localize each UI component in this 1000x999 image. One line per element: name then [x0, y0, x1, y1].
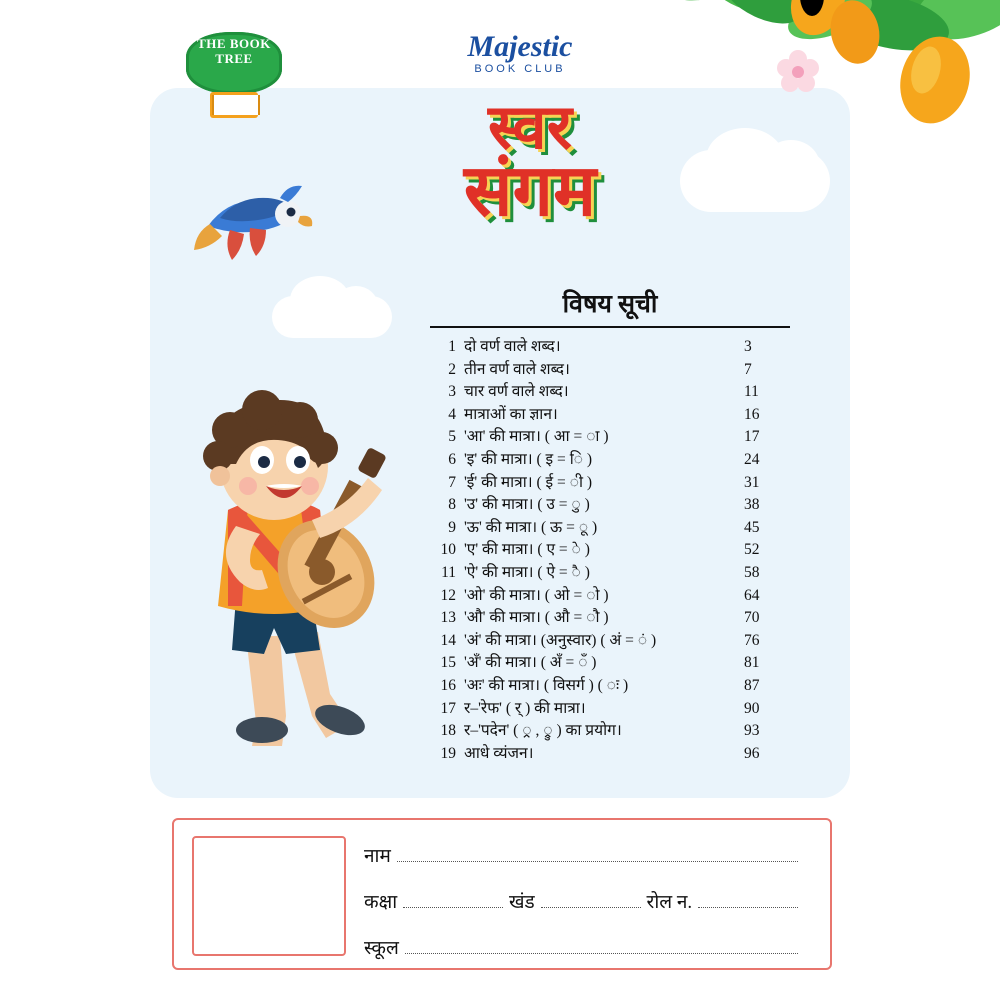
toc-row-number: 8 — [448, 496, 456, 514]
toc-row-page: 58 — [744, 563, 760, 581]
toc-row-number: 3 — [448, 383, 456, 401]
toc-row-page: 81 — [744, 654, 760, 672]
toc-row[interactable] — [430, 607, 790, 630]
boy-with-guitar-illustration — [150, 390, 410, 780]
toc-row-label: मात्राओं का ज्ञान। — [464, 405, 558, 423]
school-input-line[interactable] — [405, 938, 798, 954]
contents-divider — [430, 326, 790, 328]
toc-row-label: आधे व्यंजन। — [464, 744, 534, 762]
name-input-line[interactable] — [397, 846, 798, 862]
toc-row-label: र–'रेफ' ( र् ) की मात्रा। — [464, 699, 586, 717]
photo-placeholder-box[interactable] — [192, 836, 346, 956]
toc-row-number: 13 — [440, 609, 456, 627]
toc-row-label: 'ए' की मात्रा। ( ए = े ) — [464, 541, 590, 559]
toc-row-page: 87 — [744, 676, 760, 694]
toc-row-page: 70 — [744, 609, 760, 627]
table-of-contents — [430, 286, 790, 765]
class-section-roll-row[interactable] — [364, 888, 804, 914]
toc-row-page: 93 — [744, 722, 760, 740]
toc-row[interactable] — [430, 585, 790, 608]
open-book-icon — [210, 92, 258, 118]
toc-row-label: 'ओ' की मात्रा। ( ओ = ो ) — [464, 586, 609, 604]
majestic-brand-logo — [420, 32, 620, 75]
toc-row-label: 'अः' की मात्रा। ( विसर्ग ) ( ः ) — [464, 676, 629, 694]
toc-row-page: 3 — [744, 338, 752, 355]
toc-row-page: 16 — [744, 405, 760, 423]
toc-row[interactable] — [430, 404, 790, 427]
title-line-2: संगम — [463, 151, 597, 231]
toc-row[interactable] — [430, 449, 790, 472]
toc-row-label: 'औ' की मात्रा। ( औ = ौ ) — [464, 609, 609, 627]
toc-row[interactable] — [430, 743, 790, 766]
toc-row-page: 90 — [744, 699, 760, 717]
toc-row[interactable] — [430, 652, 790, 675]
toc-row-number: 4 — [448, 405, 456, 423]
toc-row-number: 17 — [440, 699, 456, 717]
toc-row-label: 'इ' की मात्रा। ( इ = ि ) — [464, 450, 593, 468]
toc-row[interactable] — [430, 562, 790, 585]
toc-row[interactable] — [430, 517, 790, 540]
toc-row-label: 'ऊ' की मात्रा। ( ऊ = ू ) — [464, 518, 598, 536]
class-input-line[interactable] — [403, 892, 503, 908]
toc-row-number: 2 — [448, 360, 456, 378]
school-field-row[interactable] — [364, 934, 804, 960]
toc-row-number: 14 — [440, 631, 456, 649]
book-title — [380, 93, 680, 231]
section-input-line[interactable] — [541, 892, 641, 908]
cloud-shape — [334, 286, 378, 326]
owner-details-box — [172, 818, 832, 970]
toc-row[interactable] — [430, 494, 790, 517]
parrot-illustration — [190, 168, 315, 268]
toc-row-label: चार वर्ण वाले शब्द। — [464, 383, 569, 401]
toc-row-page: 64 — [744, 586, 760, 604]
toc-row-number: 5 — [448, 428, 456, 446]
toc-row-number: 10 — [440, 541, 456, 559]
toc-row-page: 24 — [744, 450, 760, 468]
toc-row-page: 31 — [744, 473, 760, 491]
brand-subtitle: BOOK CLUB — [474, 63, 566, 75]
toc-row-page: 11 — [744, 383, 759, 401]
toc-row-number: 15 — [440, 654, 456, 672]
toc-row-number: 6 — [448, 450, 456, 468]
toc-row-number: 16 — [440, 676, 456, 694]
toc-row-page: 76 — [744, 631, 760, 649]
toc-row-number: 11 — [441, 563, 456, 581]
toc-row-label: 'उ' की मात्रा। ( उ = ु ) — [464, 496, 590, 514]
toc-row-number: 1 — [448, 338, 456, 355]
toc-row[interactable] — [430, 359, 790, 382]
toc-row-label: 'आ' की मात्रा। ( आ = ा ) — [464, 428, 609, 446]
toc-row-page: 52 — [744, 541, 760, 559]
name-field-row[interactable] — [364, 842, 804, 868]
roll-input-line[interactable] — [698, 892, 798, 908]
toc-row-number: 9 — [448, 518, 456, 536]
toc-row-number: 12 — [440, 586, 456, 604]
toc-row[interactable] — [430, 720, 790, 743]
toc-row-number: 19 — [440, 744, 456, 762]
toc-row[interactable] — [430, 630, 790, 653]
toc-row[interactable] — [430, 336, 790, 359]
toc-row-label: र–'पदेन' ( ्र , ्रु ) का प्रयोग। — [464, 722, 622, 740]
toc-row-label: 'अँ' की मात्रा। ( अँ = ँ ) — [464, 654, 597, 672]
roll-label: रोल न. — [646, 892, 693, 913]
toc-row[interactable] — [430, 539, 790, 562]
logo-badge-text: THE BOOK TREE — [197, 36, 271, 66]
toc-row-page: 38 — [744, 496, 760, 514]
cloud-shape — [762, 140, 820, 192]
class-label: कक्षा — [364, 892, 398, 913]
contents-list — [430, 336, 790, 765]
toc-row[interactable] — [430, 472, 790, 495]
toc-row[interactable] — [430, 381, 790, 404]
toc-row-label: 'अं' की मात्रा। (अनुस्वार) ( अं = ं ) — [464, 631, 657, 649]
toc-row-number: 7 — [448, 473, 456, 491]
school-label: स्कूल — [364, 938, 399, 959]
toc-row-label: 'ऐ' की मात्रा। ( ऐ = ै ) — [464, 563, 590, 581]
contents-heading: विषय सूची — [562, 291, 658, 318]
toc-row[interactable] — [430, 698, 790, 721]
toc-row-label: दो वर्ण वाले शब्द। — [464, 338, 561, 355]
toc-row-page: 7 — [744, 360, 752, 378]
title-line-1: स्वर — [488, 93, 572, 162]
brand-name: Majestic — [467, 30, 573, 63]
toc-row-number: 18 — [440, 722, 456, 740]
the-book-tree-logo — [182, 26, 290, 126]
toc-row-label: 'ई' की मात्रा। ( ई = ी ) — [464, 473, 593, 491]
toc-row-label: तीन वर्ण वाले शब्द। — [464, 360, 570, 378]
toc-row-page: 96 — [744, 744, 760, 762]
toc-row[interactable] — [430, 426, 790, 449]
name-label: नाम — [364, 846, 391, 867]
section-label: खंड — [508, 892, 535, 913]
toc-row[interactable] — [430, 675, 790, 698]
toc-row-page: 45 — [744, 518, 760, 536]
toc-row-page: 17 — [744, 428, 760, 446]
